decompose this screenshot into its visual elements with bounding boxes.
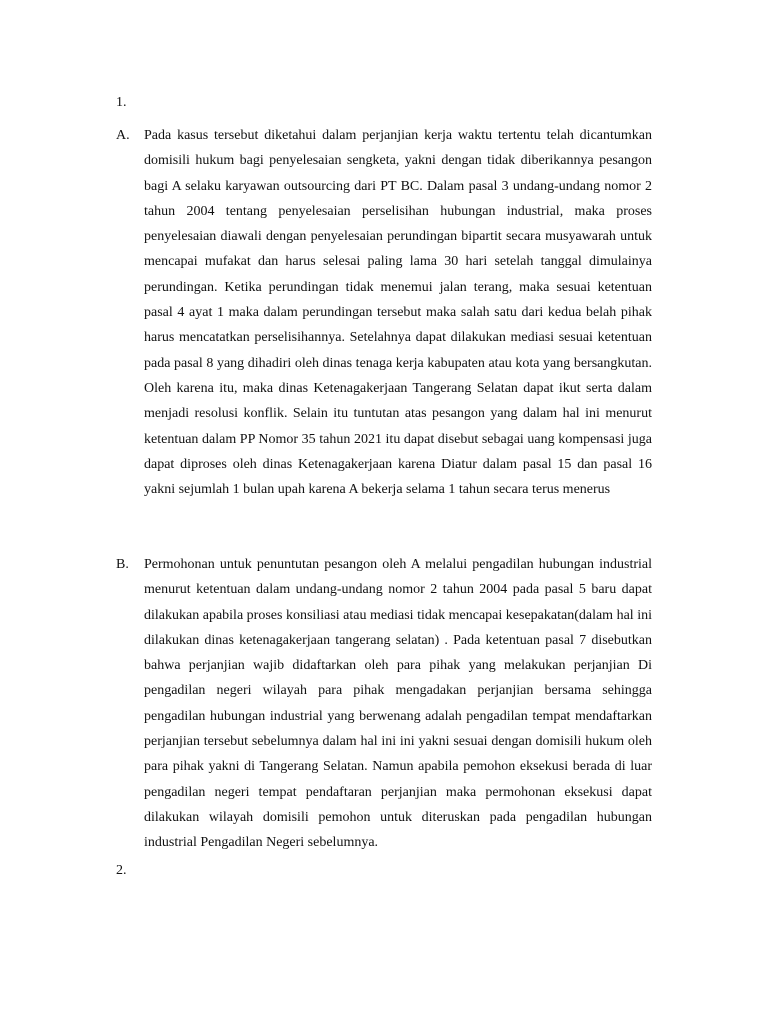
section-number-1: 1. [116, 95, 127, 110]
list-item-a [116, 123, 652, 502]
list-letter-b: B. [116, 557, 129, 572]
section-number-2: 2. [116, 863, 127, 878]
list-letter-a: A. [116, 128, 130, 143]
paragraph-b: Permohonan untuk penuntutan pesangon oleh A melalui pengadilan hubungan industrial menurut ketentuan dalam undang-undang nomor 2 tahun 2004 pada pasal 5 baru dapat dilakukan apabila proses konsiliasi atau mediasi tidak mencapai kesepakatan(dalam hal ini dilakukan dinas ketenagakerjaan tangerang selatan) . Pada ketentuan pasal 7 disebutkan bahwa perjanjian wajib didaftarkan oleh para pihak yang melakukan perjanjian Di pengadilan negeri wilayah para pihak mengadakan perjanjian bersama sehingga pengadilan hubungan industrial yang berwenang adalah pengadilan tempat mendaftarkan perjanjian tersebut sebelumnya dalam hal ini ini yakni sesuai dengan domisili hukum oleh para pihak yakni di Tangerang Selatan. Namun apabila pemohon eksekusi berada di luar pengadilan negeri tempat pendaftaran perjanjian maka permohonan eksekusi dapat dilakukan wilayah domisili pemohon untuk diteruskan pada pengadilan hubungan industrial Pengadilan Negeri sebelumnya. [144, 557, 652, 851]
list-item-b [116, 552, 652, 856]
paragraph-a: Pada kasus tersebut diketahui dalam perjanjian kerja waktu tertentu telah dicantumkan domisili hukum bagi penyelesaian sengketa, yakni dengan tidak diberikannya pesangon bagi A selaku karyawan outsourcing dari PT BC. Dalam pasal 3 undang-undang nomor 2 tahun 2004 tentang penyelesaian perselisihan hubungan industrial, maka proses penyelesaian diawali dengan penyelesaian perundingan bipartit secara musyawarah untuk mencapai mufakat dan harus selesai paling lama 30 hari setelah tanggal dimulainya perundingan. Ketika perundingan tidak menemui jalan terang, maka sesuai ketentuan pasal 4 ayat 1 maka dalam perundingan tersebut maka salah satu dari kedua belah pihak harus mencatatkan perselisihannya. Setelahnya dapat dilakukan mediasi sesuai ketentuan pada pasal 8 yang dihadiri oleh dinas tenaga kerja kabupaten atau kota yang bersangkutan. Oleh karena itu, maka dinas Ketenagakerjaan Tangerang Selatan dapat ikut serta dalam menjadi resolusi konflik. Selain itu tuntutan atas pesangon yang dalam hal ini menurut ketentuan dalam PP Nomor 35 tahun 2021 itu dapat disebut sebagai uang kompensasi juga dapat diproses oleh dinas Ketenagakerjaan karena Diatur dalam pasal 15 dan pasal 16 yakni sejumlah 1 bulan upah karena A bekerja selama 1 tahun secara terus menerus [144, 128, 652, 498]
